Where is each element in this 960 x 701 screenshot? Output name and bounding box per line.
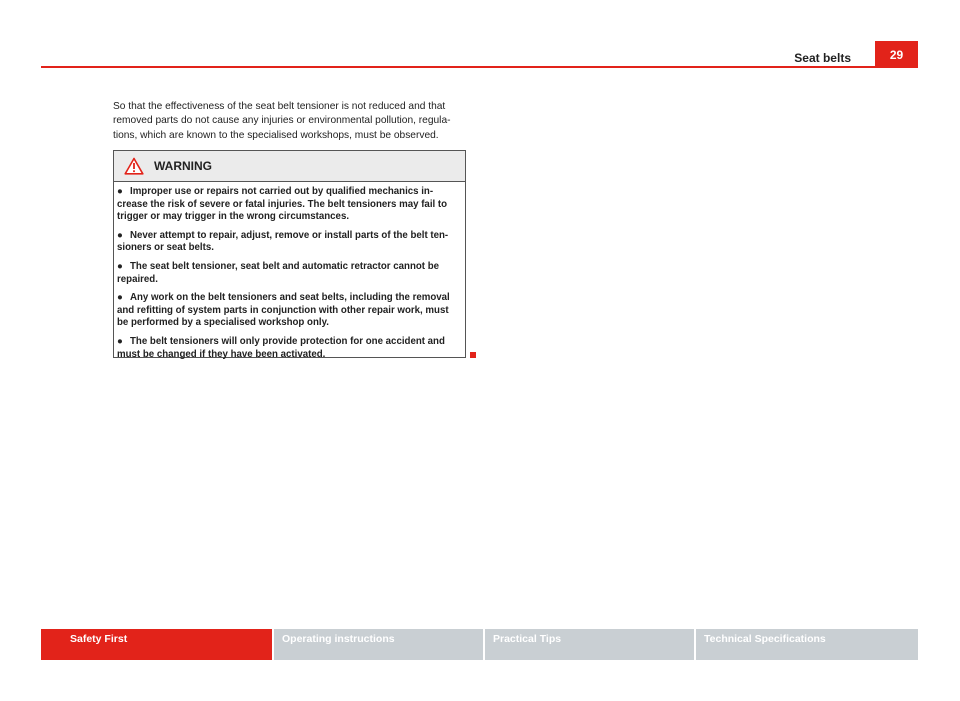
warning-item-text: The seat belt tensioner, seat belt and automatic retractor cannot be repaired. [117, 260, 440, 285]
footer-tab-operating-instructions[interactable]: Operating instructions [272, 629, 483, 660]
warning-item [117, 336, 460, 361]
warning-header [114, 151, 465, 182]
bullet: ● [117, 229, 123, 241]
section-title: Seat belts [794, 51, 851, 65]
warning-triangle-icon [124, 157, 144, 175]
footer-nav [41, 629, 918, 660]
warning-item-text: Improper use or repairs not carried out by qualified mechanics in-crease the risk of severe or fatal injuries. The belt tensioners may fail to trigger or may trigger in the wrong circumstances. [117, 186, 448, 223]
warning-item-text: Any work on the belt tensioners and seat belts, including the removal and refitting of system parts in conjunction with other repair work, must be performed by a specialised workshop only. [117, 292, 450, 329]
warning-item [117, 186, 460, 224]
footer-tab-safety-first[interactable]: Safety First [41, 629, 272, 660]
header-rule [41, 66, 917, 68]
warning-item [117, 261, 460, 286]
bullet: ● [117, 292, 123, 304]
bullet: ● [117, 186, 123, 197]
page-number: 29 [875, 41, 918, 68]
bullet: ● [117, 335, 123, 347]
warning-list [114, 182, 465, 361]
warning-item-text: The belt tensioners will only provide protection for one accident and must be changed if they have been activated. [117, 335, 445, 360]
intro-paragraph: So that the effectiveness of the seat belt tensioner is not reduced and that removed parts do not cause any injuries or environmental pollution, regula-tions, which are known to the specialised workshops, must be observed. [113, 101, 451, 141]
section-end-marker [470, 352, 476, 358]
warning-item [117, 292, 460, 330]
warning-title: WARNING [154, 159, 212, 173]
footer-tab-technical-specifications[interactable]: Technical Specifications [694, 629, 918, 660]
warning-box [113, 150, 466, 358]
warning-item-text: Never attempt to repair, adjust, remove or install parts of the belt ten-sioners or seat belts. [117, 229, 449, 254]
footer-tab-practical-tips[interactable]: Practical Tips [483, 629, 694, 660]
warning-item [117, 230, 460, 255]
bullet: ● [117, 260, 123, 272]
